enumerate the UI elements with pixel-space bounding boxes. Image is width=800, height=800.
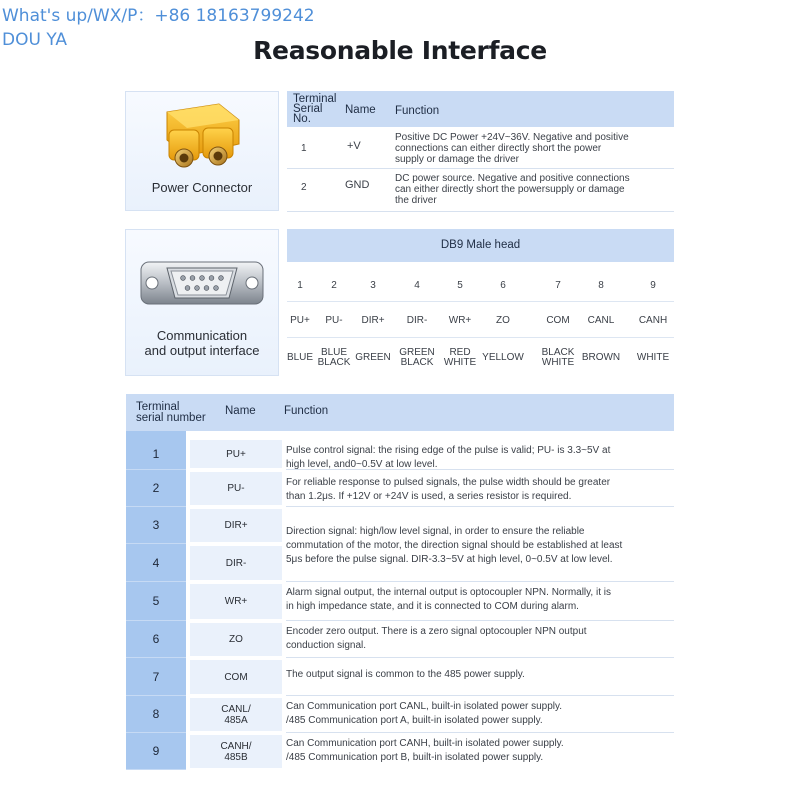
signal-function-cell: Pulse control signal: the rising edge of the pulse is valid; PU- is 3.3~5V at high level, and0~0.5V at low level. [286, 438, 674, 470]
signal-function-cell: Encoder zero output. There is a zero signal optocoupler NPN output conduction signal. [286, 621, 674, 658]
watermark-line-1: What's up/WX/P：+86 18163799242 [2, 6, 315, 26]
signal-name-cell: PU- [190, 472, 282, 505]
power-header-serial: Terminal Serial No. [293, 93, 337, 125]
db9-pin-number: 6 [500, 280, 506, 291]
signal-function-cell: For reliable response to pulsed signals, the pulse width should be greater than 1.2μs. If +12V or +24V is used, a series resistor is required. [286, 470, 674, 507]
db9-pin-number: 1 [297, 280, 303, 291]
signal-name-cell: WR+ [190, 584, 282, 619]
power-row-2 [287, 170, 674, 212]
db9-signal-name: WR+ [448, 315, 472, 326]
serial-number-cell: 7 [126, 658, 186, 696]
db9-connector-card [125, 229, 279, 376]
signal-table [126, 394, 674, 770]
serial-number-cell: 3 [126, 507, 186, 544]
serial-number-cell: 6 [126, 621, 186, 658]
serial-number-cell: 4 [126, 544, 186, 582]
signal-function-cell: The output signal is common to the 485 power supply. [286, 658, 674, 696]
signal-function-cell: Can Communication port CANH, built-in isolated power supply. /485 Communication port B, built-in isolated power supply. [286, 738, 564, 763]
signal-name-cell: DIR+ [190, 509, 282, 542]
page-title: Reasonable Interface [253, 36, 547, 65]
serial-number-cell: 1 [126, 438, 186, 470]
signal-function-cell: Alarm signal output, the internal output is optocoupler NPN. Normally, it is in high impedance state, and it is connected to COM during alarm. [286, 582, 674, 621]
power-connector-icon [147, 98, 257, 176]
signal-function-cell: Can Communication port CANL, built-in isolated power supply. /485 Communication port A, built-in isolated power supply. [286, 696, 674, 733]
power-row-no: 1 [301, 143, 307, 154]
serial-number-cell: 5 [126, 582, 186, 621]
db9-pin-number: 9 [650, 280, 656, 291]
db9-connector-icon [139, 252, 265, 314]
db9-signal-name: DIR+ [361, 315, 385, 326]
db9-wire-color: WHITE [636, 352, 670, 363]
power-table-header [287, 91, 674, 127]
signal-name-cell: CANL/ 485A [190, 698, 282, 731]
db9-signal-name: COM [546, 315, 570, 326]
db9-signal-name: CANH [638, 315, 668, 326]
db9-signal-name: ZO [496, 315, 510, 326]
power-header-name: Name [345, 104, 376, 116]
db9-signal-name: PU+ [290, 315, 310, 326]
db9-wire-color: BLUE [286, 352, 314, 363]
serial-number-cell: 2 [126, 470, 186, 507]
signal-name-cell: PU+ [190, 440, 282, 468]
signal-name-cell: ZO [190, 623, 282, 656]
serial-number-cell: 8 [126, 696, 186, 733]
power-row-name: +V [347, 140, 361, 152]
power-row-1 [287, 127, 674, 169]
db9-pin-number: 3 [370, 280, 376, 291]
db9-wire-color: GREEN BLACK [399, 347, 435, 368]
power-row-function: Positive DC Power +24V~36V. Negative and positive connections can either directly short the power supply or damage the driver [395, 132, 629, 165]
db9-caption: Communication and output interface [144, 328, 260, 358]
watermark-line-2: DOU YA [2, 30, 68, 50]
db9-pin-number: 5 [457, 280, 463, 291]
signal-name-cell: COM [190, 660, 282, 694]
power-connector-caption: Power Connector [151, 180, 253, 195]
db9-wire-color: GREEN [355, 352, 391, 363]
power-connector-card [125, 91, 279, 211]
db9-wire-color: BLACK WHITE [541, 347, 575, 368]
signal-header-function: Function [284, 405, 329, 417]
db9-wire-color: BROWN [581, 352, 621, 363]
db9-pin-number: 4 [414, 280, 420, 291]
db9-table [287, 229, 674, 376]
db9-pin-number: 7 [555, 280, 561, 291]
signal-header-serial: Terminal serial number [136, 401, 206, 424]
db9-wire-color: RED WHITE [443, 347, 477, 368]
db9-wire-color: BLUE BLACK [317, 347, 351, 368]
signal-table-header [126, 394, 674, 431]
db9-signal-name: CANL [587, 315, 615, 326]
db9-wire-color: YELLOW [482, 352, 524, 363]
db9-signal-name: PU- [325, 315, 343, 326]
power-row-name: GND [345, 179, 370, 191]
power-row-no: 2 [301, 182, 307, 193]
db9-pin-number: 8 [598, 280, 604, 291]
signal-name-cell: CANH/ 485B [190, 735, 282, 768]
serial-number-cell: 9 [126, 733, 186, 770]
power-header-function: Function [395, 105, 440, 117]
power-table [287, 91, 674, 212]
db9-pin-number: 2 [331, 280, 337, 291]
db9-table-title: DB9 Male head [287, 229, 674, 262]
signal-header-name: Name [225, 405, 256, 417]
signal-function-cell: Direction signal: high/low level signal, in order to ensure the reliable commutation of the motor, the direction signal should be established at least 5μs before the pulse signal. DIR-3.3~5V at high level, 0~0.5V at low level. [286, 507, 674, 582]
power-row-function: DC power source. Negative and positive connections can either directly short the powersupply or damage the driver [395, 173, 630, 206]
db9-signal-name: DIR- [406, 315, 428, 326]
signal-name-cell: DIR- [190, 546, 282, 580]
